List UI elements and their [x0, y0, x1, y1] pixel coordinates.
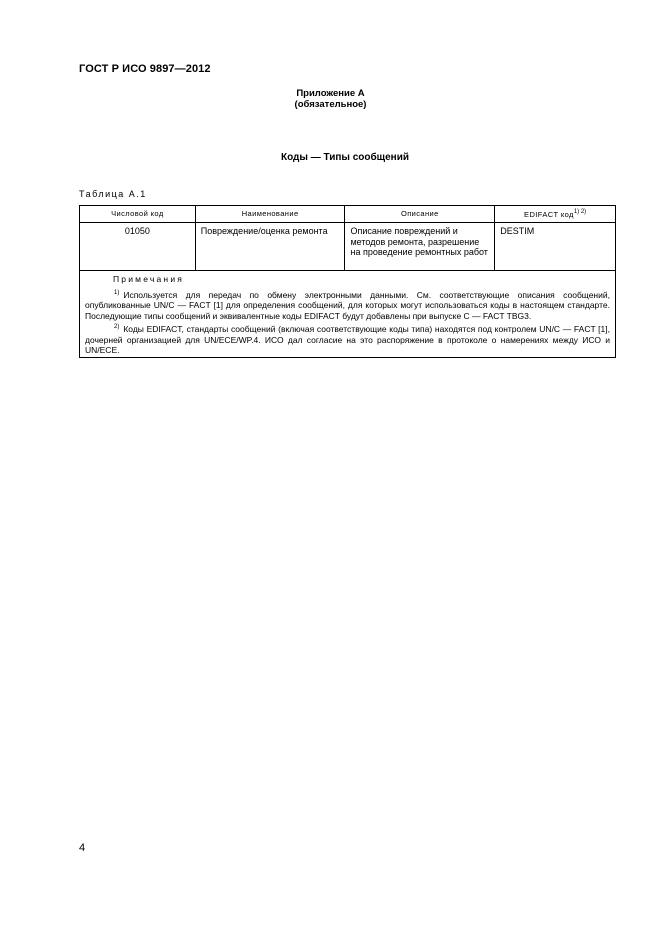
standard-designation: ГОСТ Р ИСО 9897—2012 — [79, 63, 211, 75]
note-1-text: Используется для передач по обмену электронными данными. См. соответствующие описания сообщений, опубликованные UN/C — FACT [1] для определения сообщений, для которых могут использоваться коды в настоящем стандарте. Последующие типы сообщений и эквивалентные коды EDIFACT будут добавлены при выпуске С — FACT TBG3. — [85, 289, 610, 321]
cell-code: 01050 — [80, 223, 196, 271]
note-1 — [85, 288, 610, 322]
note-2 — [85, 322, 610, 356]
column-header-edifact-label: EDIFACT код — [524, 210, 574, 220]
table-row — [80, 223, 616, 271]
notes-cell — [80, 271, 616, 358]
column-header-name: Наименование — [195, 206, 345, 223]
cell-description — [345, 223, 495, 271]
cell-name-text: Повреждение/оценка ремонта — [200, 226, 328, 236]
note-1-ref: 1) — [114, 289, 120, 296]
section-title: Коды — Типы сообщений — [280, 152, 410, 163]
message-type-codes-table — [79, 205, 616, 358]
column-header-description: Описание — [345, 206, 495, 223]
column-header-edifact — [495, 206, 616, 223]
note-2-ref: 2) — [114, 324, 120, 330]
annex-title: Приложение А — [296, 88, 365, 99]
cell-name — [195, 223, 345, 271]
footnote-refs: 1) 2) — [573, 209, 587, 216]
annex-heading — [0, 88, 661, 110]
notes-row — [80, 271, 616, 358]
annex-status: (обязательное) — [294, 99, 367, 110]
table-label: Таблица А.1 — [79, 189, 147, 199]
notes-title: Примечания — [113, 274, 185, 284]
note-2-text: Коды EDIFACT, стандарты сообщений (включая соответствующие коды типа) находятся под контролем UN/C — FACT [1], дочерней организацией для UN/ECE/WP.4. ИСО дал согласие на это распоряжение в протоколе о намерениях между ИСО и UN/ECE. — [85, 324, 610, 355]
table-header-row — [80, 206, 616, 223]
column-header-code: Числовой код — [80, 206, 196, 223]
cell-edifact: DESTIM — [495, 223, 616, 271]
cell-description-text: Описание повреждений и методов ремонта, разрешение на проведение ремонтных работ — [350, 226, 488, 257]
page-number: 4 — [79, 842, 86, 854]
